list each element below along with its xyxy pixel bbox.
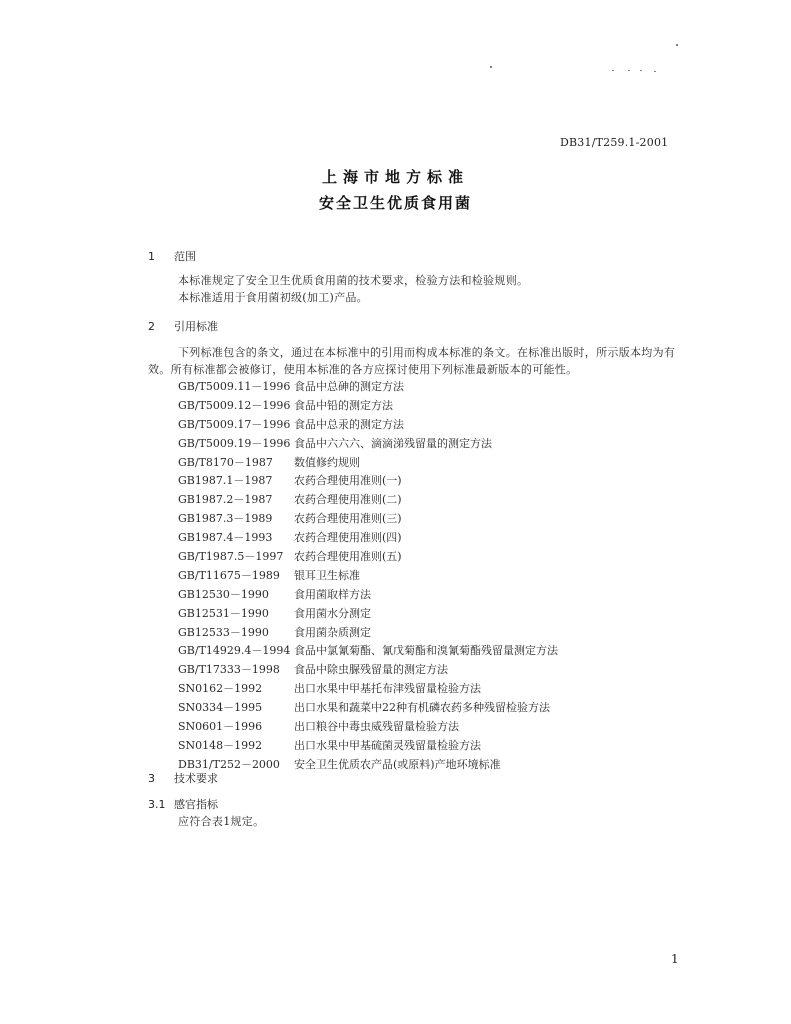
section-title: 感官指标	[174, 798, 218, 811]
reference-title: 农药合理使用准则(一)	[294, 474, 402, 488]
reference-item	[178, 605, 558, 624]
section-3-1-heading	[148, 796, 218, 812]
section-number: 3.1	[148, 798, 166, 811]
scan-speck	[676, 44, 678, 46]
reference-code: SN0162－1992	[178, 682, 263, 696]
reference-code: GB/T5009.17－1996	[178, 417, 291, 431]
reference-code: SN0148－1992	[178, 738, 263, 752]
scan-speck	[628, 70, 630, 71]
references-intro: 下列标准包含的条文，通过在本标准中的引用而构成本标准的条文。在标准出版时，所示版本均为有效。所有标准都会被修订，使用本标准的各方应探讨使用下列标准最新版本的可能性。	[148, 346, 676, 376]
reference-code: GB/T8170－1987	[178, 455, 273, 469]
reference-title: 食品中氯氰菊酯、氰戊菊酯和溴氰菊酯残留量测定方法	[294, 644, 558, 658]
reference-code: GB1987.4－1993	[178, 531, 273, 545]
page-number: 1	[671, 952, 679, 966]
scan-speck	[612, 70, 614, 71]
reference-title: 出口水果和蔬菜中22种有机磷农药多种残留检验方法	[294, 701, 550, 715]
reference-title: 数值修约规则	[294, 455, 360, 469]
reference-title: 银耳卫生标准	[294, 568, 360, 582]
reference-item	[178, 624, 558, 643]
reference-title: 农药合理使用准则(三)	[294, 512, 402, 526]
reference-item	[178, 435, 558, 454]
scan-speck	[640, 70, 642, 71]
reference-code: SN0601－1996	[178, 720, 263, 734]
reference-code: GB12533－1990	[178, 625, 269, 639]
reference-title: 食品中除虫脲残留量的测定方法	[294, 663, 448, 677]
reference-code: DB31/T252－2000	[178, 757, 280, 771]
reference-code: GB/T5009.11－1996	[178, 380, 291, 393]
reference-item	[178, 378, 558, 397]
reference-code: GB/T14929.4－1994	[178, 644, 291, 658]
scope-paragraph-1: 本标准规定了安全卫生优质食用菌的技术要求，检验方法和检验规则。	[178, 274, 529, 287]
reference-code: GB/T11675－1989	[178, 568, 280, 582]
scan-speck	[490, 66, 492, 68]
section-3-heading	[148, 770, 218, 786]
reference-item	[178, 661, 558, 680]
reference-list	[178, 378, 558, 775]
reference-item	[178, 756, 558, 775]
reference-code: GB/T5009.12－1996	[178, 398, 291, 412]
reference-title: 农药合理使用准则(二)	[294, 493, 402, 507]
reference-item	[178, 642, 558, 661]
reference-title: 食品中总砷的测定方法	[294, 380, 404, 393]
reference-title: 食用菌杂质测定	[294, 625, 371, 639]
reference-title: 农药合理使用准则(四)	[294, 531, 402, 545]
section-number: 1	[148, 250, 155, 263]
reference-title: 食品中六六六、滴滴涕残留量的测定方法	[294, 436, 492, 450]
reference-code: GB1987.2－1987	[178, 493, 273, 507]
section-1-heading	[148, 248, 196, 264]
section-title: 范围	[174, 250, 196, 263]
reference-title: 食用菌取样方法	[294, 587, 371, 601]
reference-title: 出口粮谷中毒虫威残留量检验方法	[294, 720, 459, 734]
reference-title: 出口水果中甲基硫菌灵残留量检验方法	[294, 738, 481, 752]
reference-item	[178, 680, 558, 699]
section-title: 引用标准	[174, 320, 218, 333]
reference-code: GB/T17333－1998	[178, 663, 280, 677]
reference-code: GB1987.3－1989	[178, 512, 273, 526]
reference-item	[178, 718, 558, 737]
section-number: 2	[148, 320, 155, 333]
reference-item	[178, 529, 558, 548]
reference-title: 食品中总汞的测定方法	[294, 417, 404, 431]
section-title: 技术要求	[174, 772, 218, 785]
reference-title: 食用菌水分测定	[294, 606, 371, 620]
section-number: 3	[148, 772, 155, 785]
reference-item	[178, 510, 558, 529]
reference-item	[178, 699, 558, 718]
reference-item	[178, 416, 558, 435]
reference-item	[178, 454, 558, 473]
reference-code: SN0334－1995	[178, 701, 263, 715]
reference-item	[178, 472, 558, 491]
reference-code: GB12530－1990	[178, 587, 269, 601]
reference-item	[178, 737, 558, 756]
reference-item	[178, 397, 558, 416]
sensory-paragraph: 应符合表1规定。	[178, 815, 265, 828]
reference-title: 农药合理使用准则(五)	[294, 550, 402, 564]
reference-item	[178, 567, 558, 586]
scope-paragraph-2: 本标准适用于食用菌初级(加工)产品。	[178, 291, 368, 304]
document-title-line1: 上海市地方标准	[321, 168, 469, 186]
document-id: DB31/T259.1-2001	[560, 136, 669, 149]
reference-item	[178, 491, 558, 510]
reference-title: 出口水果中甲基托布津残留量检验方法	[294, 682, 481, 696]
reference-title: 食品中铅的测定方法	[294, 398, 393, 412]
document-title-line2: 安全卫生优质食用菌	[318, 194, 472, 212]
reference-item	[178, 548, 558, 567]
reference-code: GB/T5009.19－1996	[178, 436, 291, 450]
reference-title: 安全卫生优质农产品(或原料)产地环境标准	[294, 757, 501, 771]
reference-code: GB12531－1990	[178, 606, 269, 620]
reference-code: GB/T1987.5－1997	[178, 550, 284, 564]
section-2-heading	[148, 318, 218, 334]
reference-code: GB1987.1－1987	[178, 474, 273, 488]
scan-speck	[654, 71, 656, 72]
reference-item	[178, 586, 558, 605]
